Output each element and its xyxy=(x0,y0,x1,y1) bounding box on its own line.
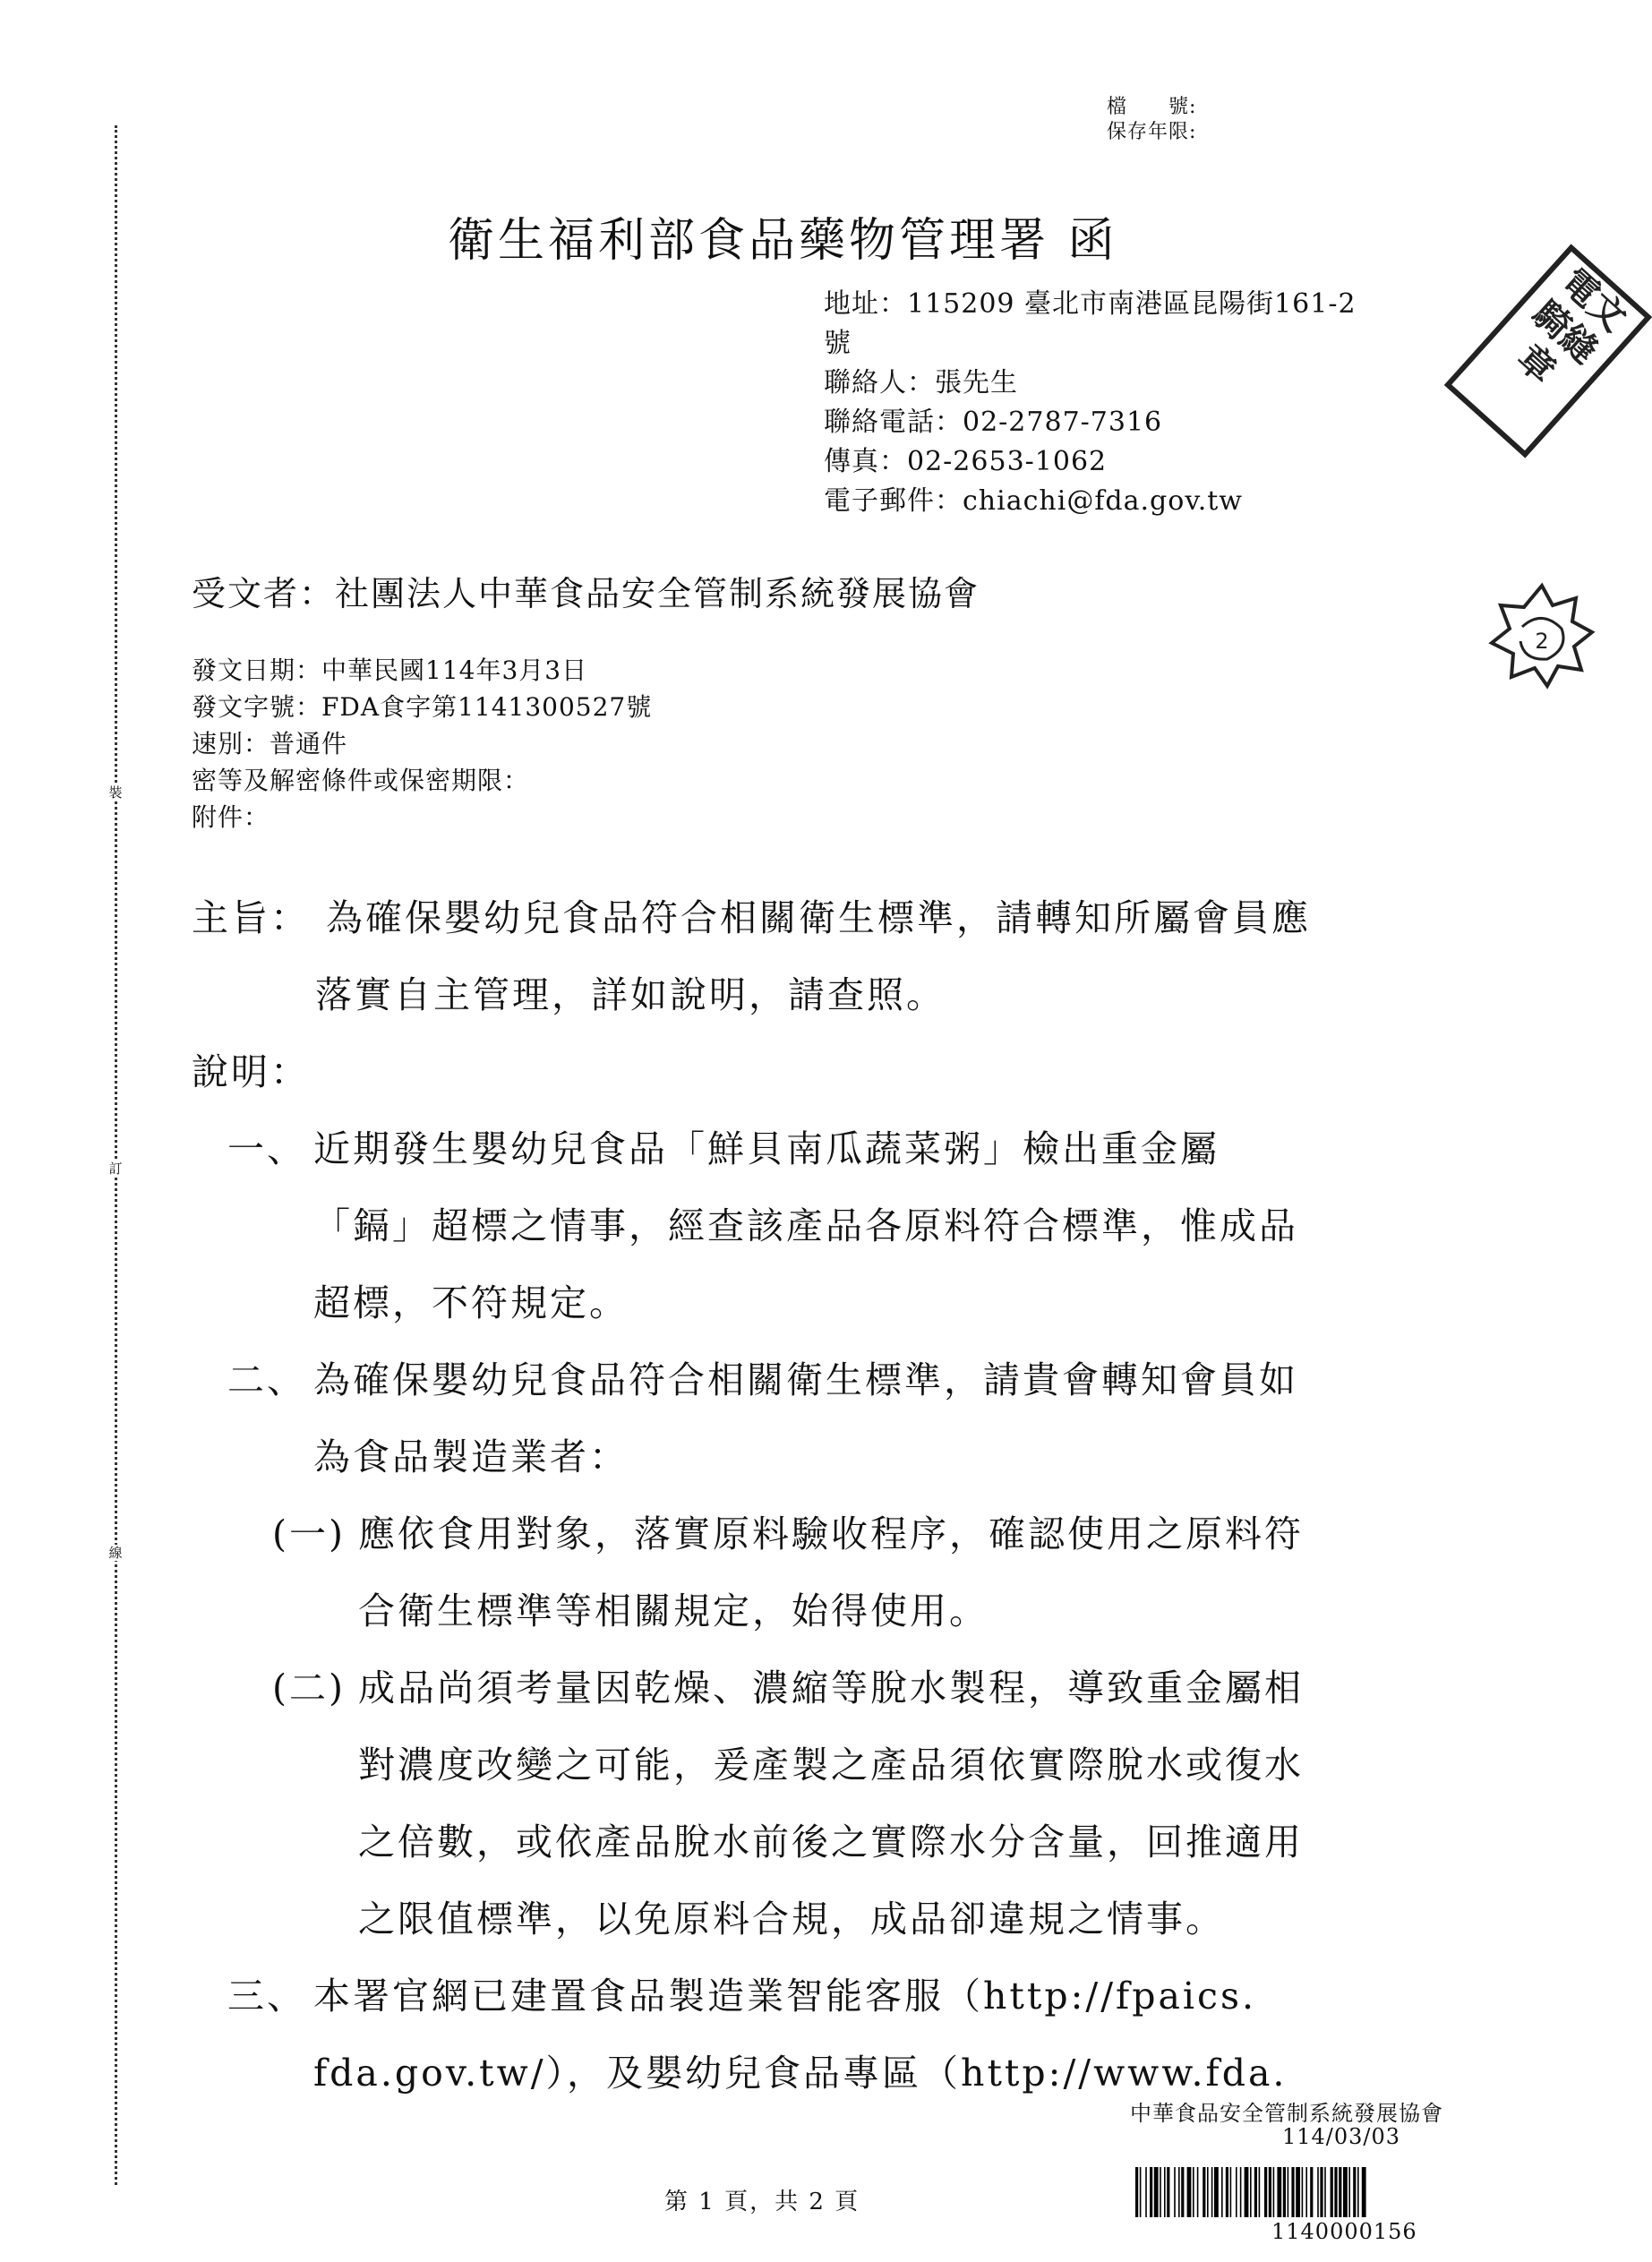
item-1-marker: 一、 xyxy=(227,1127,306,1170)
address-line-1: 地址：115209 臺北市南港區昆陽街161-2 xyxy=(824,288,1357,320)
document-number: 發文字號：FDA食字第1141300527號 xyxy=(192,692,653,722)
item-1-line-2: 「鎘」超標之情事，經查該產品各原料符合標準，惟成品 xyxy=(313,1204,1298,1247)
item-2-marker: 二、 xyxy=(227,1358,306,1401)
seal-stamp xyxy=(1444,244,1652,458)
binding-mark-bind: 裝 xyxy=(106,784,125,801)
binding-mark-staple: 訂 xyxy=(106,1161,125,1177)
receive-date: 114/03/03 xyxy=(1282,2124,1401,2149)
item-2-line-1: 為確保嬰幼兒食品符合相關衛生標準，請貴會轉知會員如 xyxy=(313,1358,1298,1401)
binding-dotted-line xyxy=(115,125,117,2185)
attachment: 附件： xyxy=(192,802,270,832)
sub-item-2-line-4: 之限值標準，以免原料合規，成品卻違規之情事。 xyxy=(358,1898,1225,1941)
contact-person: 聯絡人：張先生 xyxy=(824,367,1018,398)
receiver-organization: 中華食品安全管制系統發展協會 xyxy=(1130,2101,1443,2126)
item-2-line-2: 為食品製造業者： xyxy=(313,1435,629,1478)
sub-item-2-line-1: 成品尚須考量因乾燥、濃縮等脫水製程，導致重金屬相 xyxy=(358,1667,1304,1709)
binding-mark-line: 線 xyxy=(106,1545,125,1561)
address-line-2: 號 xyxy=(824,328,852,359)
item-3-marker: 三、 xyxy=(227,1975,306,2018)
recipient: 受文者：社團法人中華食品安全管制系統發展協會 xyxy=(192,574,980,613)
contact-phone: 聯絡電話：02-2787-7316 xyxy=(824,407,1163,438)
sub-item-1-line-2: 合衛生標準等相關規定，始得使用。 xyxy=(358,1589,989,1632)
item-1-line-3: 超標，不符規定。 xyxy=(313,1281,629,1324)
page-title: 衛生福利部食品藥物管理署 函 xyxy=(448,214,1118,268)
subject-label: 主旨： xyxy=(192,896,310,939)
subject-line-2: 落實自主管理，詳如說明，請查照。 xyxy=(315,973,946,1016)
sub-item-1-line-1: 應依食用對象，落實原料驗收程序，確認使用之原料符 xyxy=(358,1512,1304,1555)
item-1-line-1: 近期發生嬰幼兒食品「鮮貝南瓜蔬菜粥」檢出重金屬 xyxy=(313,1127,1220,1170)
subject-line-1: 為確保嬰幼兒食品符合相關衛生標準，請轉知所屬會員應 xyxy=(326,896,1311,939)
issue-date: 發文日期：中華民國114年3月3日 xyxy=(192,655,588,685)
explanation-label: 說明： xyxy=(192,1050,310,1093)
sub-item-1-marker: (一) xyxy=(272,1512,346,1555)
seal-stamp-text: 電文 騎縫章 xyxy=(1509,260,1635,392)
contact-fax: 傳真：02-2653-1062 xyxy=(824,446,1108,477)
page-number: 第 1 頁，共 2 頁 xyxy=(664,2189,860,2215)
item-3-line-2: fda.gov.tw/），及嬰幼兒食品專區（http://www.fda. xyxy=(313,2052,1288,2095)
retention-period-label: 保存年限: xyxy=(1107,121,1197,143)
contact-email: 電子郵件：chiachi@fda.gov.tw xyxy=(824,485,1243,517)
file-number-label: 檔 號: xyxy=(1107,96,1197,118)
secrecy-level: 密等及解密條件或保密期限： xyxy=(192,766,530,795)
sub-item-2-marker: (二) xyxy=(272,1667,346,1709)
barcode-number: 1140000156 xyxy=(1271,2219,1417,2244)
perforation-seal-icon xyxy=(1488,582,1596,690)
svg-text:2: 2 xyxy=(1535,629,1549,654)
delivery-speed: 速別：普通件 xyxy=(192,729,348,758)
sub-item-2-line-3: 之倍數，或依產品脫水前後之實際水分含量，回推適用 xyxy=(358,1821,1304,1864)
item-3-line-1: 本署官網已建置食品製造業智能客服（http://fpaics. xyxy=(313,1975,1257,2018)
sub-item-2-line-2: 對濃度改變之可能，爰產製之產品須依實際脫水或復水 xyxy=(358,1744,1304,1786)
